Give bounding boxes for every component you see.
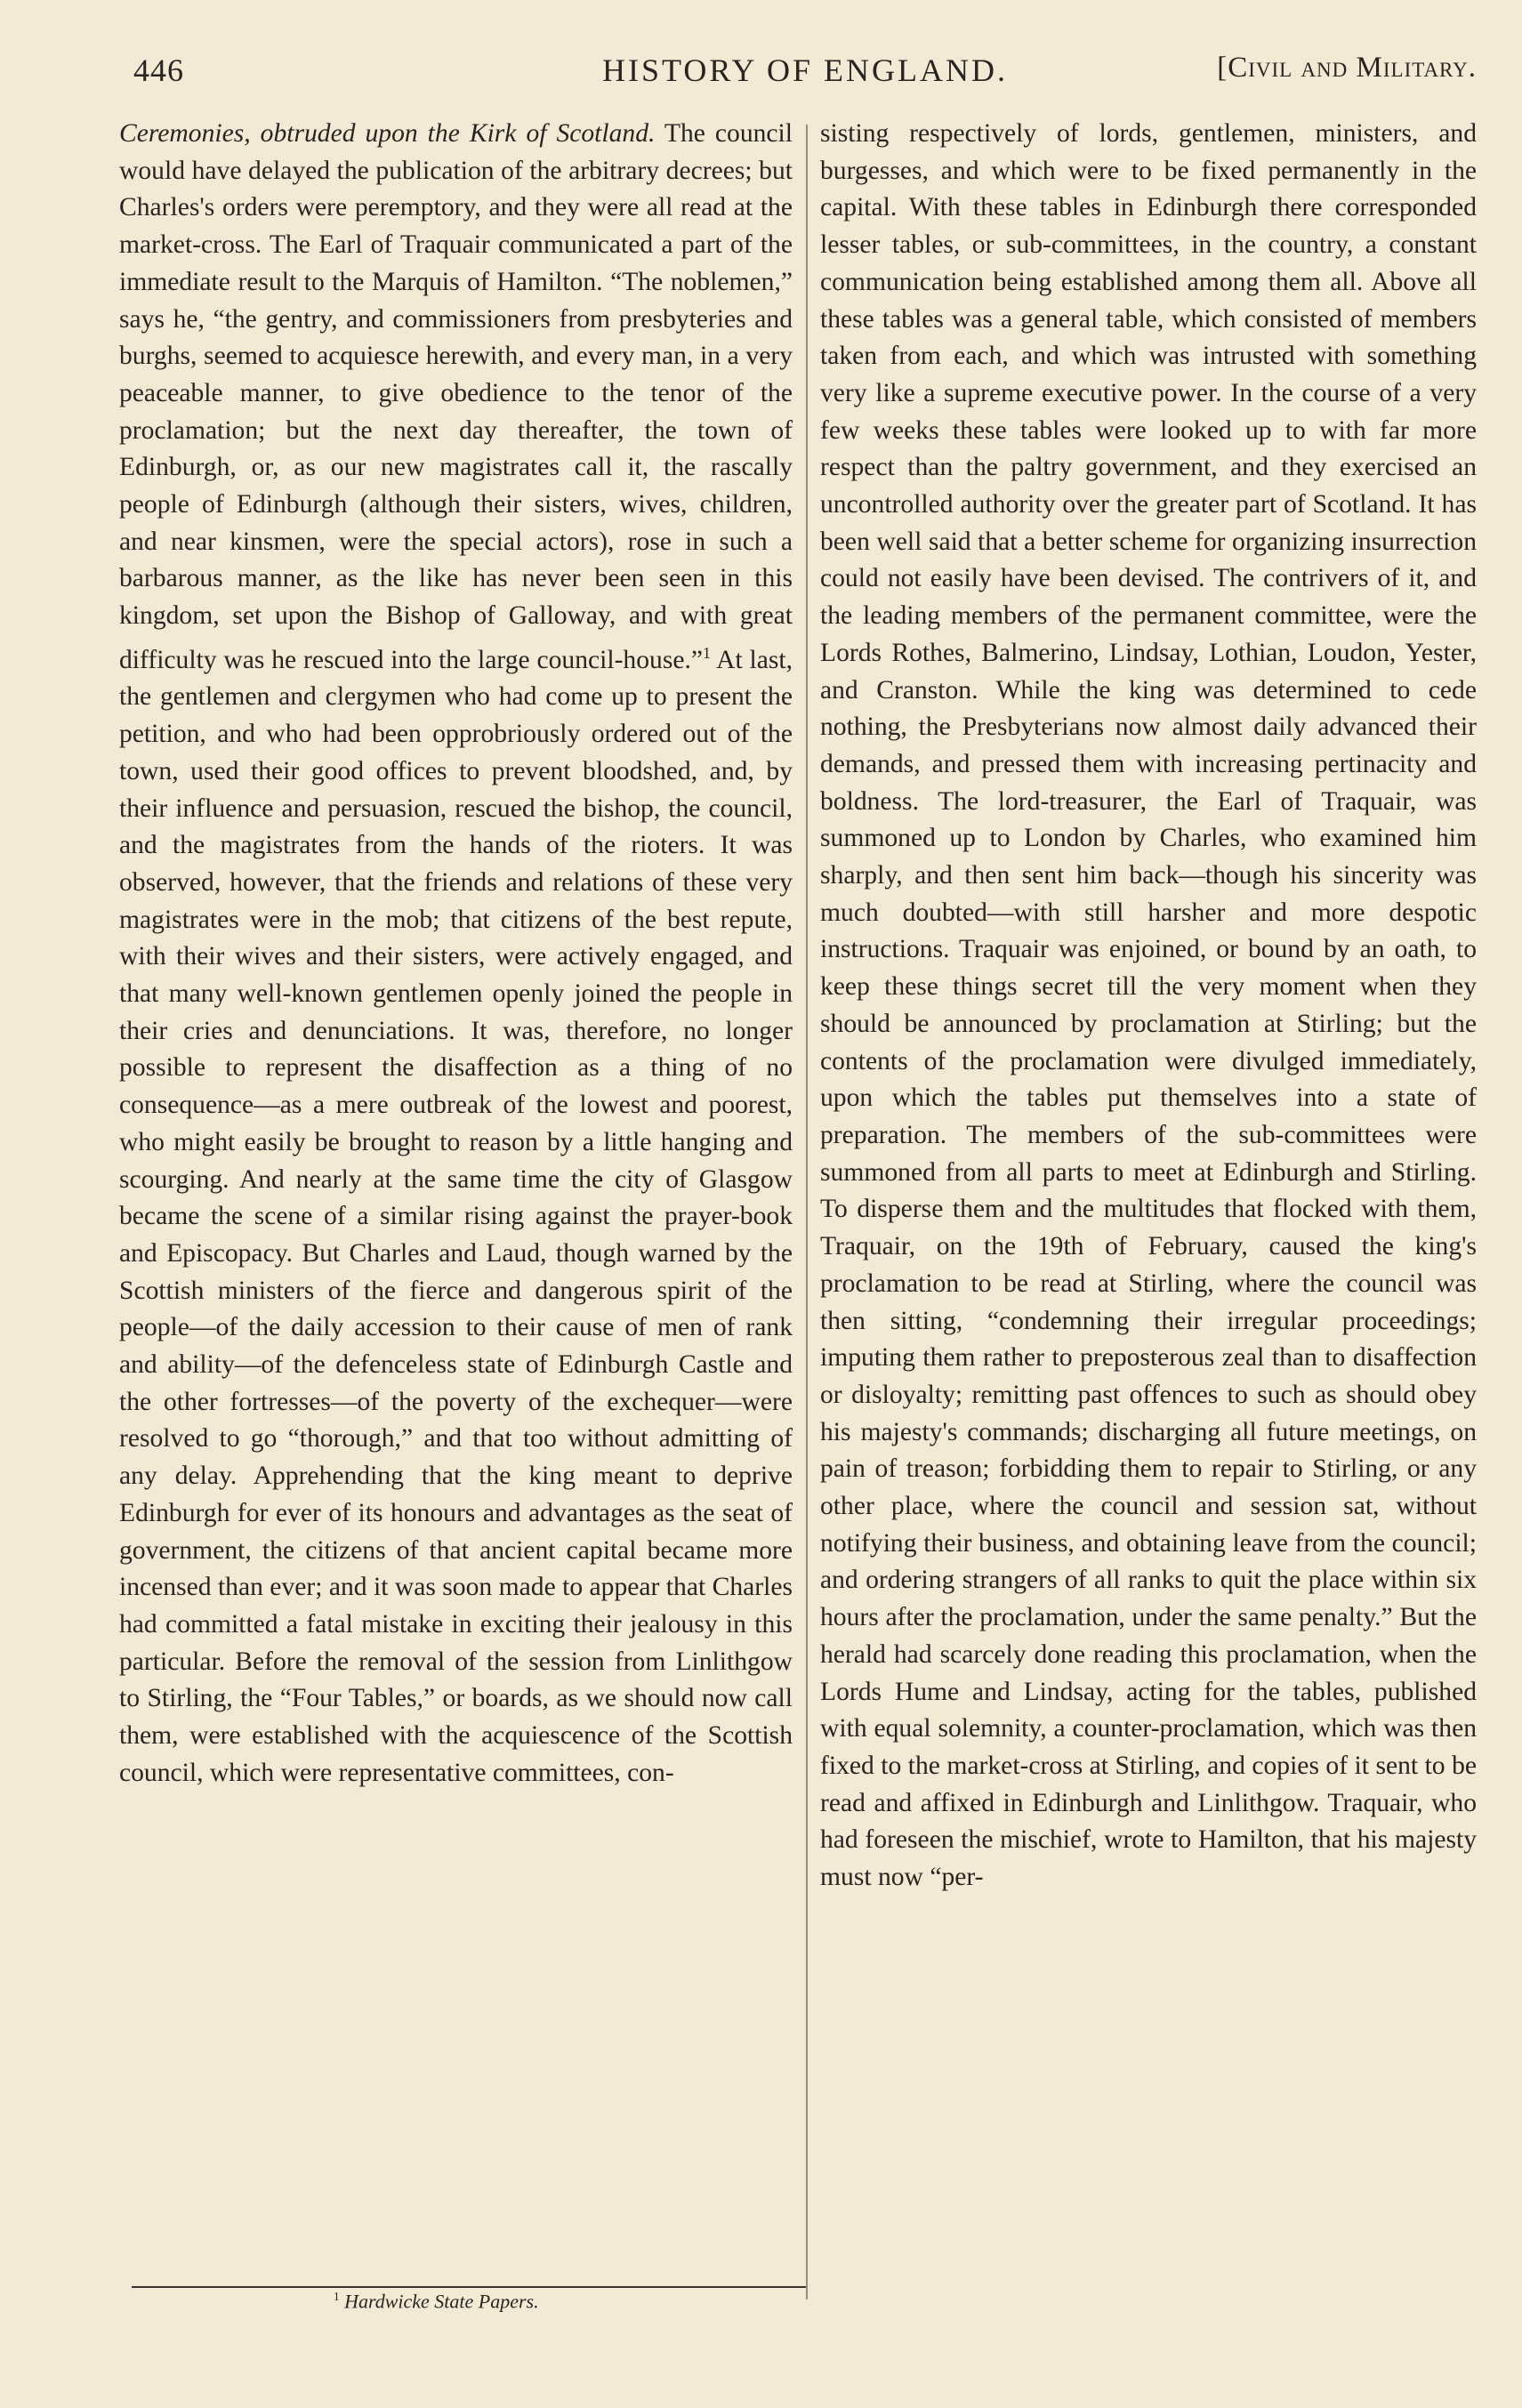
footnote-marker: 1	[334, 2290, 340, 2303]
running-title: HISTORY OF ENGLAND.	[601, 52, 1009, 88]
footnote-reference: 1	[703, 643, 711, 662]
left-column	[119, 116, 793, 1792]
page-header	[133, 52, 1477, 96]
footnote-text: Hardwicke State Papers.	[339, 2290, 539, 2313]
lead-italic-phrase: Ceremonies, obtruded upon the Kirk of Scotland.	[119, 119, 656, 148]
left-column-text-2: At last, the gentlemen and clergymen who had come up to present the petition, and who had been opprobriously ordered out of the town, used their good offices to prevent bloodshed, and, by their influence and persuasion, rescued the bishop, the council, and the magistrates from the hands of the rioters. It was observed, however, that the friends and relations of these very magistrates were in the mob; that citizens of the best repute, with their wives and their sisters, were actively engaged, and that many well-known gentlemen openly joined the people in their cries and denunciations. It was, therefore, no longer possible to represent the disaffection as a thing of no consequence—as a mere outbreak of the lowest and poorest, who might easily be brought to reason by a little hanging and scourging. And nearly at the same time the city of Glasgow became the scene of a similar rising against the prayer-book and Episcopacy. But Charles and Laud, though warned by the Scottish ministers of the fierce and dangerous spirit of the people—of the daily accession to their cause of men of rank and ability—of the defenceless state of Edinburgh Castle and the other fortresses—of the poverty of the exchequer—were resolved to go “thorough,” and that too without admitting of any delay. Apprehending that the king meant to deprive Edinburgh for ever of its honours and advantages as the seat of government, the citizens of that ancient capital became more incensed than ever; and it was soon made to appear that Charles had committed a fatal mistake in exciting their jealousy in this particular. Before the removal of the session from Linlithgow to Stirling, the “Four Tables,” or boards, as we should now call them, were established with the acquiescence of the Scottish council, which were representative committees, con-	[119, 645, 793, 1787]
page-number: 446	[133, 52, 184, 88]
left-column-text-1: The council would have delayed the publication of the arbitrary decrees; but Charles's orders were peremptory, and they were all read at the market-cross. The Earl of Traquair communicated a part of the immediate result to the Marquis of Hamilton. “The noblemen,” says he, “the gentry, and commissioners from presbyteries and burghs, seemed to acquiesce herewith, and every man, in a very peaceable manner, to give obedience to the tenor of the proclamation; but the next day thereafter, the town of Edinburgh, or, as our new magistrates call it, the rascally people of Edinburgh (although their sisters, wives, children, and near kinsmen, were the special actors), rose in such a barbarous manner, as the like has never been seen in this kingdom, set upon the Bishop of Galloway, and with great difficulty was he rescued into the large council-house.”	[119, 119, 793, 674]
right-column	[820, 116, 1477, 1897]
column-divider	[806, 125, 808, 2299]
left-column-paragraph	[119, 116, 793, 1792]
footnote	[334, 2290, 539, 2313]
section-title: [Civil and Military.	[1217, 52, 1477, 84]
right-column-text: sisting respectively of lords, gentlemen, ministers, and burgesses, and which were to be fixed permanently in the capital. With these tables in Edinburgh there corresponded lesser tables, or sub-committees, in the country, a constant communication being established among them all. Above all these tables was a general table, which consisted of members taken from each, and which was intrusted with something very like a supreme executive power. In the course of a very few weeks these tables were looked up to with far more respect than the paltry government, and they exercised an uncontrolled authority over the greater part of Scotland. It has been well said that a better scheme for organizing insurrection could not easily have been devised. The contrivers of it, and the leading members of the permanent committee, were the Lords Rothes, Balmerino, Lindsay, Lothian, Loudon, Yester, and Cranston. While the king was determined to cede nothing, the Presbyterians now almost daily advanced their demands, and pressed them with increasing pertinacity and boldness. The lord-treasurer, the Earl of Traquair, was summoned up to London by Charles, who examined him sharply, and then sent him back—though his sincerity was much doubted—with still harsher and more despotic instructions. Traquair was enjoined, or bound by an oath, to keep these things secret till the very moment when they should be announced by proclamation at Stirling; but the contents of the proclamation were divulged immediately, upon which the tables put themselves into a state of preparation. The members of the sub-committees were summoned from all parts to meet at Edinburgh and Stirling. To disperse them and the multitudes that flocked with them, Traquair, on the 19th of February, caused the king's proclamation to be read at Stirling, where the council was then sitting, “condemning their irregular proceedings; imputing them rather to preposterous zeal than to disaffection or disloyalty; remitting past offences to such as should obey his majesty's commands; discharging all future meetings, on pain of treason; forbidding them to repair to Stirling, or any other place, where the council and session sat, without notifying their business, and obtaining leave from the council; and ordering strangers of all ranks to quit the place within six hours after the proclamation, under the same penalty.” But the herald had scarcely done reading this proclamation, when the Lords Hume and Lindsay, acting for the tables, published with equal solemnity, a counter-proclamation, which was then fixed to the market-cross at Stirling, and copies of it sent to be read and affixed in Edinburgh and Linlithgow. Traquair, who had foreseen the mischief, wrote to Hamilton, that his majesty must now “per-	[820, 119, 1477, 1892]
footnote-rule	[132, 2286, 806, 2288]
